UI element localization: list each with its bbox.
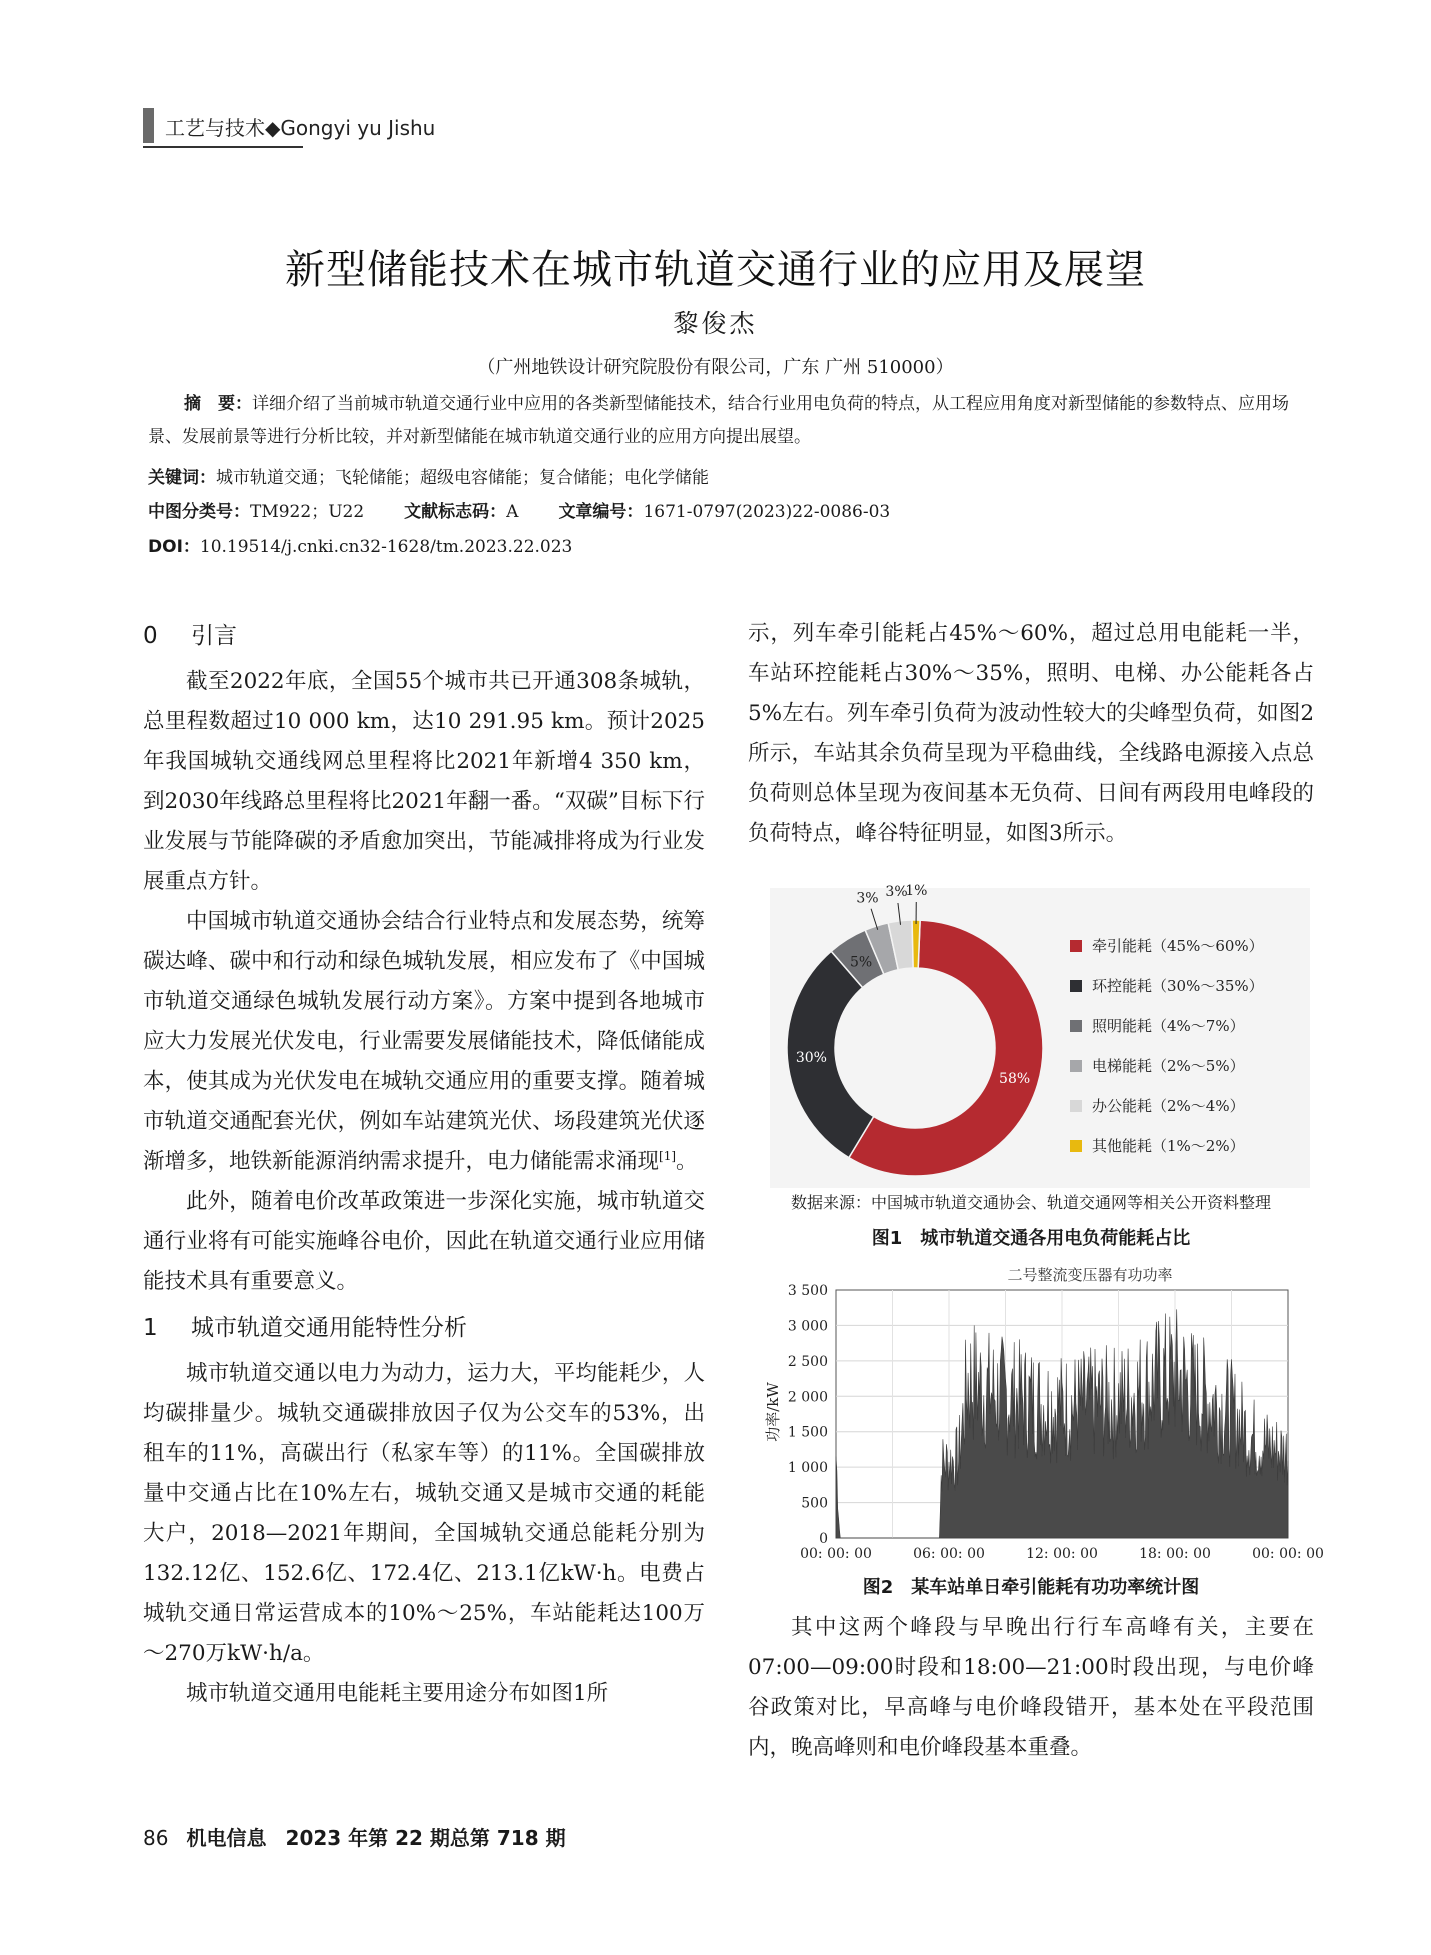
y-tick-label: 1 000 [787,1460,828,1477]
chart-title: 二号整流变压器有功功率 [1007,1266,1173,1284]
legend-swatch [1070,980,1082,992]
page-number: 86 [143,1826,169,1850]
paragraph: 城市轨道交通以电力为动力，运力大，平均能耗少，人均碳排量少。城轨交通碳排放因子仅为公交车的53%，出租车的11%，高碳出行（私家车等）的11%。全国碳排放量中交通占比在10%左右，城轨交通又是城市交通的耗能大户，2018—2021年期间，全国城轨交通总能耗分别为132.12亿、152.6亿、172.4亿、213.1亿kW·h。电费占城轨交通日常运营成本的10%～25%，车站能耗达100万～270万kW·h/a。 [143,1361,705,1666]
section-heading-1 [143,1308,705,1348]
paper-author: 黎俊杰 [673,309,758,338]
legend-swatch [1070,1100,1082,1112]
x-ticks [800,1546,1324,1562]
header-text [165,112,435,141]
section-number: 0 [143,623,158,649]
x-tick-label: 06: 00: 00 [913,1546,985,1562]
legend-entry: 其他能耗（1%～2%） [1092,1137,1245,1155]
paragraph [143,902,705,1182]
journal-issue: 2023 年第 22 期总第 718 期 [285,1826,566,1850]
slice-label: 30% [795,1049,827,1066]
clc-label: 中图分类号： [148,502,250,522]
paragraph-text: 中国城市轨道交通协会结合行业特点和发展态势，统筹碳达峰、碳中和行动和绿色城轨发展，相应发布了《中国城市轨道交通绿色城轨发展行动方案》。方案中提到各地城市应大力发展光伏发电，行业需要发展储能技术，降低储能成本，使其成为光伏发电在城轨交通应用的重要支撑。随着城市轨道交通配套光伏，例如车站建筑光伏、场段建筑光伏逐渐增多，地铁新能源消纳需求提升，电力储能需求涌现 [143,909,705,1174]
clc-value: TM922；U22 [250,502,365,522]
section-heading-0 [143,616,705,656]
legend-swatch [1070,1020,1082,1032]
y-tick-label: 2 000 [787,1389,828,1406]
section-number: 1 [143,1315,158,1341]
keywords [148,462,1318,494]
left-column [143,623,705,1714]
header-pinyin: Gongyi yu Jishu [280,116,436,140]
paper-affiliation: （广州地铁设计研究院股份有限公司，广东 广州 510000） [477,357,954,378]
abstract-text: 详细介绍了当前城市轨道交通行业中应用的各类新型储能技术，结合行业用电负荷的特点，从工程应用角度对新型储能的参数特点、应用场景、发展前景等进行分析比较，并对新型储能在城市轨道交通行业的应用方向提出展望。 [148,394,1289,447]
y-tick-label: 0 [819,1531,828,1547]
legend-entry: 牵引能耗（45%～60%） [1092,937,1264,955]
y-ticks [788,1283,828,1547]
keywords-text: 城市轨道交通；飞轮储能；超级电容储能；复合储能；电化学储能 [216,468,709,488]
figure-2-caption: 图2 某车站单日牵引能耗有功功率统计图 [862,1577,1200,1598]
slice-label: 1% [905,883,928,900]
article-no-label: 文章编号： [558,502,644,522]
slice-label: 5% [849,954,873,971]
right-column-lower [748,1608,1314,1768]
x-tick-label: 00: 00: 00 [1252,1546,1324,1562]
keywords-label: 关键词： [148,468,216,488]
slice-label: 3% [856,890,879,907]
x-tick-label: 00: 00: 00 [800,1546,872,1562]
legend-swatch [1070,1140,1082,1152]
classification-line [148,496,1318,528]
abstract-label: 摘 要： [184,394,252,414]
legend-entry: 照明能耗（4%～7%） [1092,1017,1245,1035]
paragraph: 此外，随着电价改革政策进一步深化实施，城市轨道交通行业将有可能实施峰谷电价，因此在轨道交通行业应用储能技术具有重要意义。 [143,1189,705,1294]
y-tick-label: 500 [801,1495,828,1512]
doi-label: DOI： [148,537,200,557]
doi-line [148,531,1318,563]
article-no-value: 1671-0797(2023)22-0086-03 [643,502,891,522]
y-tick-label: 1 500 [787,1424,828,1441]
legend-swatch [1070,940,1082,952]
paper-title: 新型储能技术在城市轨道交通行业的应用及展望 [285,247,1146,293]
header-rule [143,146,303,148]
x-tick-label: 12: 00: 00 [1026,1546,1098,1562]
x-tick-label: 18: 00: 00 [1139,1546,1211,1562]
section-title: 城市轨道交通用能特性分析 [191,1315,467,1341]
y-tick-label: 2 500 [787,1353,828,1370]
citation-ref[interactable]: [1] [659,1148,677,1163]
running-header [143,106,436,146]
right-column [748,614,1314,854]
section-title: 引言 [191,623,237,649]
slice-label: 58% [999,1070,1031,1087]
y-axis-label: 功率/kW [764,1382,782,1442]
paragraph: 其中这两个峰段与早晚出行行车高峰有关，主要在07:00—09:00时段和18:00—21:00时段出现，与电价峰谷政策对比，早高峰与电价峰段错开，基本处在平段范围内，晚高峰则和电价峰段基本重叠。 [748,1615,1314,1760]
header-label: 工艺与技术 [165,116,265,140]
donut-slice [912,920,920,968]
y-tick-label: 3 000 [787,1318,828,1335]
y-tick-label: 3 500 [787,1283,828,1299]
legend-swatch [1070,1060,1082,1072]
doc-code-label: 文献标志码： [404,502,507,522]
page-footer [143,1822,566,1851]
paragraph: 示，列车牵引能耗占45%～60%，超过总用电能耗一半，车站环控能耗占30%～35%，照明、电梯、办公能耗各占5%左右。列车牵引负荷为波动性较大的尖峰型负荷，如图2所示，车站其余负荷呈现为平稳曲线，全线路电源接入点总负荷则总体呈现为夜间基本无负荷、日间有两段用电峰段的负荷特点，峰谷特征明显，如图3所示。 [748,621,1314,846]
doi-value: 10.19514/j.cnki.cn32-1628/tm.2023.22.023 [199,537,573,557]
paragraph: 截至2022年底，全国55个城市共已开通308条城轨，总里程数超过10 000 km，达10 291.95 km。预计2025年我国城轨交通线网总里程将比2021年新增4 350 km，到2030年线路总里程将比2021年翻一番。“双碳”目标下行业发展与节能降碳的矛盾愈加突出，节能减排将成为行业发展重点方针。 [143,669,705,894]
paragraph-end: 。 [676,1149,698,1174]
figure-2-power-chart [760,1262,1324,1562]
legend-entry: 办公能耗（2%～4%） [1092,1097,1245,1115]
paragraph: 城市轨道交通用电能耗主要用途分布如图1所 [186,1681,609,1706]
header-diamond-icon: ◆ [265,116,281,140]
legend-entry: 环控能耗（30%～35%） [1092,977,1264,995]
legend-entry: 电梯能耗（2%～5%） [1092,1057,1245,1075]
slice-label: 3% [885,884,908,901]
figure-1-caption: 图1 城市轨道交通各用电负荷能耗占比 [871,1228,1191,1249]
header-bar [143,108,154,143]
figure-1-donut-chart [770,883,1310,1188]
doc-code-value: A [506,502,519,522]
abstract [148,388,1318,454]
figure-1-source: 数据来源：中国城市轨道交通协会、轨道交通网等相关公开资料整理 [790,1193,1271,1212]
journal-name: 机电信息 [186,1826,267,1850]
